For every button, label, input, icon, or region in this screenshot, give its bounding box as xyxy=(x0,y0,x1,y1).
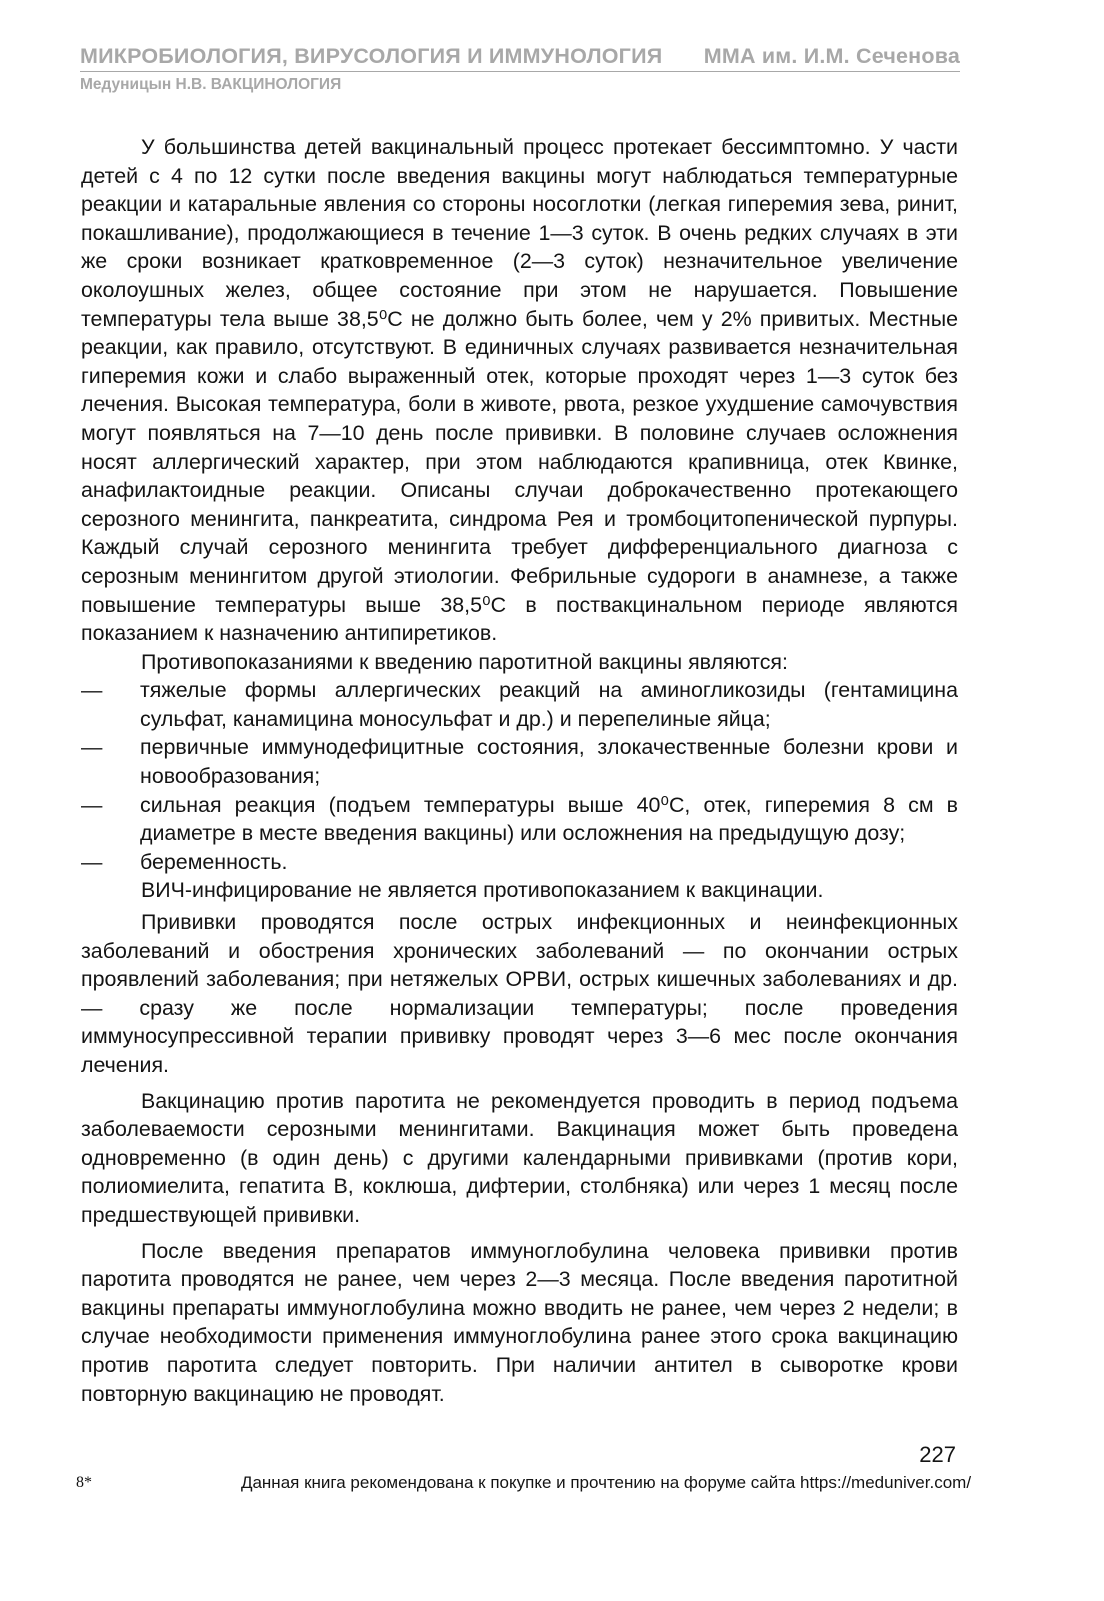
hiv-note: ВИЧ-инфицирование не является противопоказанием к вакцинации. xyxy=(141,878,824,903)
footer-note: Данная книга рекомендована к покупке и прочтению на форуме сайта https://meduniver.com/ xyxy=(240,1473,972,1492)
list-item xyxy=(81,791,958,848)
list-dash: — xyxy=(81,849,103,874)
list-item-text: сильная реакция (подъем температуры выше 40⁰С, отек, гиперемия 8 см в диаметре в месте введения вакцины) или осложнения на предыдущую дозу; xyxy=(140,792,958,846)
header-institution: ММА им. И.М. Сеченова xyxy=(703,44,960,68)
list-dash: — xyxy=(81,735,103,760)
list-item xyxy=(81,848,958,877)
paragraph-timing: Прививки проводятся после острых инфекционных и неинфекционных заболеваний и обострения хронических заболеваний — по окончании острых проявлений заболевания; при нетяжелых ОРВИ, острых кишечных заболеваниях и др. — сразу же после нормализации температуры; после проведения иммуносупрессивной терапии прививку проводят через 3—6 мес после окончания лечения. xyxy=(81,910,958,1077)
header-book: Медуницын Н.В. ВАКЦИНОЛОГИЯ xyxy=(80,76,342,93)
list-item-text: беременность. xyxy=(140,849,288,874)
list-item xyxy=(81,676,958,733)
paragraph-vaccination-process: У большинства детей вакцинальный процесс протекает бессимптомно. У части детей с 4 по 12 сутки после введения вакцины могут наблюдаться температурные реакции и катаральные явления со стороны носоглотки (легкая гиперемия зева, ринит, покашливание), продолжающиеся в течение 1—3 суток. В очень редких случаях в эти же сроки возникает кратковременное (2—3 суток) незначительное увеличение околоушных желез, общее состояние при этом не нарушается. Повышение температуры тела выше 38,5⁰С не должно быть более, чем у 2% привитых. Местные реакции, как правило, отсутствуют. В единичных случаях развивается незначительная гиперемия кожи и слабо выраженный отек, которые проходят через 1—3 суток без лечения. Высокая температура, боли в животе, рвота, резкое ухудшение самочувствия могут появляться на 7—10 день после прививки. В половине случаев осложнения носят аллергический характер, при этом наблюдаются крапивница, отек Квинке, анафилактоидные реакции. Описаны случаи доброкачественно протекающего серозного менингита, панкреатита, синдрома Рея и тромбоцитопенической пурпуры. Каждый случай серозного менингита требует дифференциального диагноза с серозным менингитом другой этиологии. Фебрильные судороги в анамнезе, а также повышение температуры выше 38,5⁰С в поствакцинальном периоде являются показанием к назначению антипиретиков. xyxy=(81,135,958,646)
page-body xyxy=(81,133,958,1408)
list-item-text: первичные иммунодефицитные состояния, злокачественные болезни крови и новообразования; xyxy=(140,735,958,789)
list-dash: — xyxy=(81,678,103,703)
list-item xyxy=(81,733,958,790)
list-item-text: тяжелые формы аллергических реакций на аминогликозиды (гентамицина сульфат, канамицина моносульфат и др.) и перепелиные яйца; xyxy=(140,678,958,731)
header-subject: МИКРОБИОЛОГИЯ, ВИРУСОЛОГИЯ И ИММУНОЛОГИЯ xyxy=(80,44,663,68)
running-header xyxy=(80,44,960,94)
paragraph-immunoglobulin: После введения препаратов иммуноглобулина человека прививки против паротита проводятся не ранее, чем через 2—3 месяца. После введения паротитной вакцины препараты иммуноглобулина можно вводить не ранее, чем через 2 недели; в случае необходимости применения иммуноглобулина ранее этого срока вакцинацию против паротита следует повторить. При наличии антител в сыворотке крови повторную вакцинацию не проводят. xyxy=(81,1238,958,1406)
header-title-row xyxy=(80,44,960,72)
sheet-signature-mark: 8* xyxy=(76,1474,92,1491)
paragraph-meningitis-period: Вакцинацию против паротита не рекомендуется проводить в период подъема заболеваемости серозными менингитами. Вакцинация может быть проведена одновременно (в один день) с другими календарными прививками (против кори, полиомиелита, гепатита В, коклюша, дифтерии, столбняка) или через 1 месяц после предшествующей прививки. xyxy=(81,1088,958,1227)
list-dash: — xyxy=(81,792,103,817)
contraindications-list xyxy=(81,676,958,876)
contraindications-intro: Противопоказаниями к введению паротитной вакцины являются: xyxy=(141,649,788,674)
page-number: 227 xyxy=(919,1442,956,1467)
